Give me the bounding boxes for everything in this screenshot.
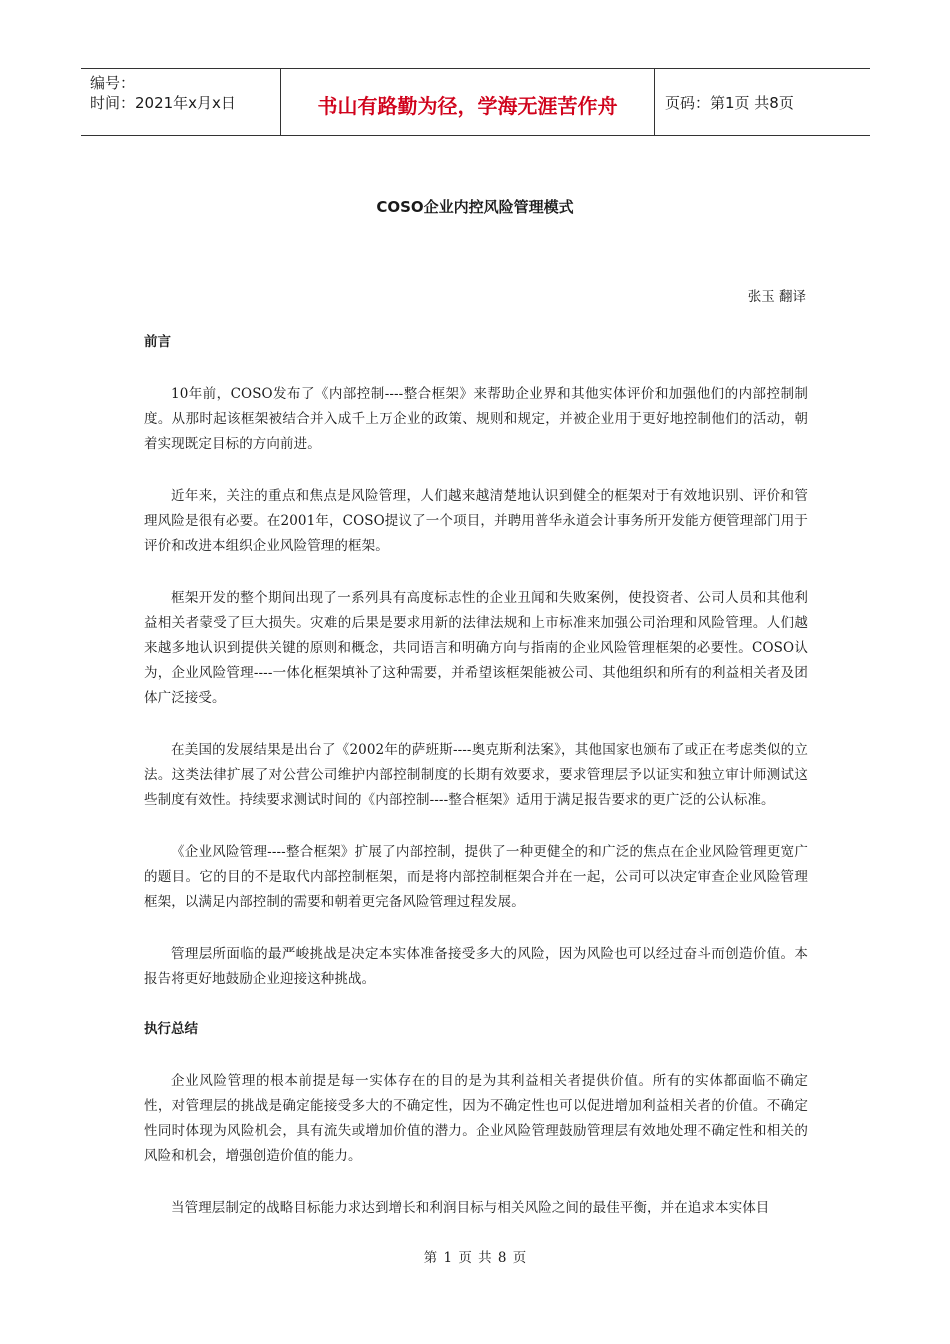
- section-heading-preface: 前言: [144, 334, 171, 350]
- paragraph: 当管理层制定的战略目标能力求达到增长和利润目标与相关风险之间的最佳平衡，并在追求本实体目: [171, 1200, 770, 1216]
- paragraph: 企业风险管理的根本前提是每一实体存在的目的是为其利益相关者提供价值。所有的实体都面临不确定性，对管理层的挑战是确定能接受多大的不确定性，因为不确定性也可以促进增加利益相关者的价值。不确定性同时体现为风险机会，具有流失或增加价值的潜力。企业风险管理鼓励管理层有效地处理不确定性和相关的风险和机会，增强创造价值的能力。: [144, 1073, 808, 1164]
- page-footer: 第 1 页 共 8 页: [423, 1250, 527, 1266]
- header-motto-cell: [281, 69, 655, 135]
- paragraph: 在美国的发展结果是出台了《2002年的萨班斯----奥克斯利法案》，其他国家也颁布了或正在考虑类似的立法。这类法律扩展了对公营公司维护内部控制制度的长期有效要求，要求管理层予以证实和独立审计师测试这些制度有效性。持续要求测试时间的《内部控制----整合框架》适用于满足报告要求的更广泛的公认标准。: [144, 742, 808, 808]
- document-body: [144, 330, 808, 1221]
- translator-credit: 张玉 翻译: [747, 289, 806, 305]
- section-heading-executive-summary: 执行总结: [144, 1021, 198, 1037]
- paragraph: 管理层所面临的最严峻挑战是决定本实体准备接受多大的风险，因为风险也可以经过奋斗而创造价值。本报告将更好地鼓励企业迎接这种挑战。: [144, 946, 808, 987]
- header-page-cell: [655, 69, 870, 135]
- paragraph: 框架开发的整个期间出现了一系列具有高度标志性的企业丑闻和失败案例，使投资者、公司人员和其他利益相关者蒙受了巨大损失。灾难的后果是要求用新的法律法规和上市标准来加强公司治理和风险管理。人们越来越多地认识到提供关键的原则和概念，共同语言和明确方向与指南的企业风险管理框架的必要性。COSO认为，企业风险管理----一体化框架填补了这种需要，并希望该框架能被公司、其他组织和所有的利益相关者及团体广泛接受。: [144, 590, 808, 706]
- header-table: [81, 68, 870, 136]
- document-title: COSO企业内控风险管理模式: [376, 198, 574, 216]
- doc-number-label: 编号：: [90, 74, 136, 92]
- header-page-info: 页码：第1页 共8页: [665, 93, 794, 112]
- doc-date-label: 时间：2021年x月x日: [90, 94, 236, 112]
- header-motto: 书山有路勤为径，学海无涯苦作舟: [317, 93, 618, 118]
- paragraph: 10年前，COSO发布了《内部控制----整合框架》来帮助企业界和其他实体评价和加强他们的内部控制制度。从那时起该框架被结合并入成千上万企业的政策、规则和规定，并被企业用于更好地控制他们的活动，朝着实现既定目标的方向前进。: [144, 386, 808, 452]
- header-meta-cell: [81, 69, 281, 135]
- paragraph: 近年来，关注的重点和焦点是风险管理，人们越来越清楚地认识到健全的框架对于有效地识别、评价和管理风险是很有必要。在2001年，COSO提议了一个项目，并聘用普华永道会计事务所开发能方便管理部门用于评价和改进本组织企业风险管理的框架。: [144, 488, 808, 554]
- paragraph: 《企业风险管理----整合框架》扩展了内部控制，提供了一种更健全的和广泛的焦点在企业风险管理更宽广的题目。它的目的不是取代内部控制框架，而是将内部控制框架合并在一起，公司可以决定审查企业风险管理框架，以满足内部控制的需要和朝着更完备风险管理过程发展。: [144, 844, 808, 910]
